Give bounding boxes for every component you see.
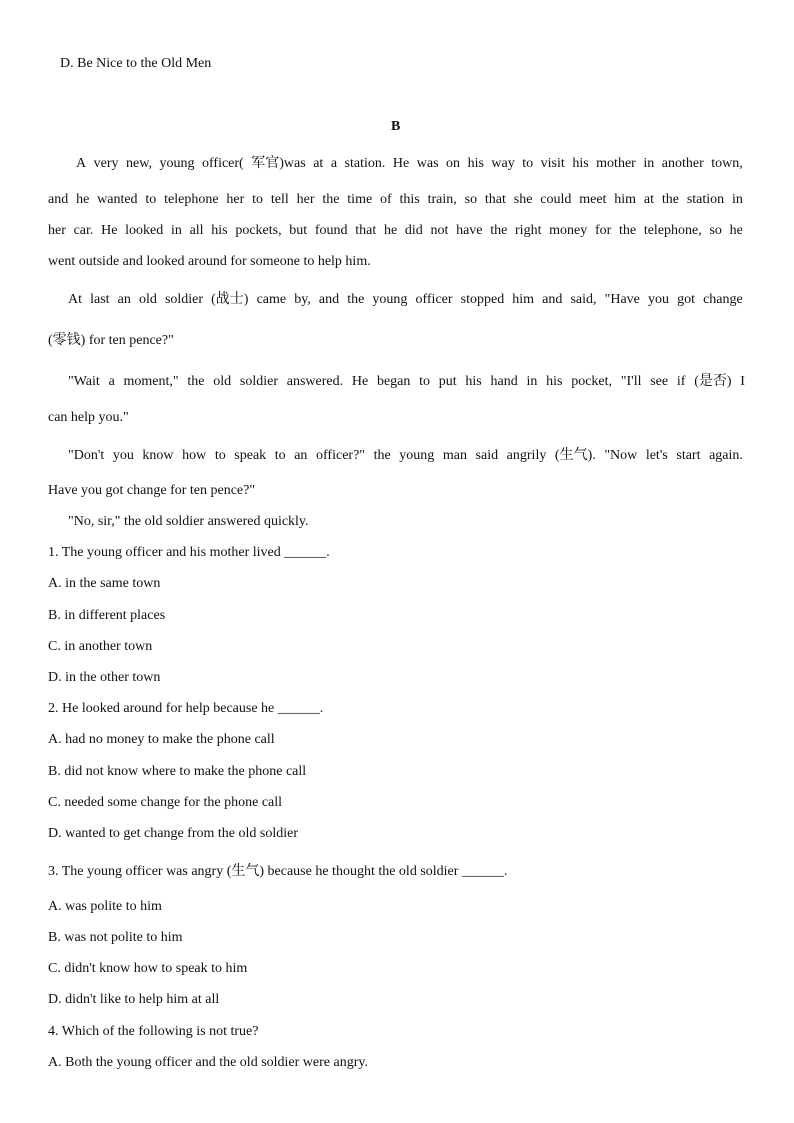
word: if bbox=[676, 374, 686, 389]
word: (是否) bbox=[694, 374, 732, 389]
word: let's bbox=[645, 448, 668, 463]
word: the bbox=[373, 448, 391, 463]
word: to bbox=[252, 192, 264, 207]
word: officer?" bbox=[316, 448, 365, 463]
word: his bbox=[211, 223, 228, 238]
word: his bbox=[546, 374, 563, 389]
word: "Now bbox=[604, 448, 638, 463]
word: time bbox=[347, 192, 373, 207]
word: you bbox=[112, 448, 134, 463]
word: looked bbox=[125, 223, 164, 238]
answer-option: D. in the other town bbox=[48, 670, 161, 685]
word: in bbox=[170, 223, 182, 238]
answer-option: A. was polite to him bbox=[48, 899, 162, 914]
word: his bbox=[572, 156, 589, 171]
word: and bbox=[318, 292, 340, 307]
word: wanted bbox=[97, 192, 138, 207]
word: to bbox=[274, 448, 286, 463]
word: got bbox=[677, 292, 695, 307]
word: At bbox=[68, 292, 82, 307]
answer-option: D. didn't like to help him at all bbox=[48, 992, 220, 1007]
word: "Don't bbox=[68, 448, 105, 463]
answer-option: D. wanted to get change from the old soldier bbox=[48, 826, 298, 841]
word: right bbox=[515, 223, 542, 238]
word: but bbox=[289, 223, 308, 238]
answer-option: C. in another town bbox=[48, 639, 153, 654]
word: officer bbox=[415, 292, 453, 307]
word: way bbox=[491, 156, 515, 171]
word: He bbox=[392, 156, 410, 171]
answer-option: A. in the same town bbox=[48, 576, 161, 591]
word: by, bbox=[294, 292, 311, 307]
word: his bbox=[465, 374, 482, 389]
word: pockets, bbox=[235, 223, 282, 238]
word: put bbox=[438, 374, 457, 389]
answer-option: C. needed some change for the phone call bbox=[48, 795, 283, 810]
word: start bbox=[676, 448, 701, 463]
word: you bbox=[648, 292, 669, 307]
question-stem: 4. Which of the following is not true? bbox=[48, 1024, 259, 1039]
passage-line bbox=[68, 292, 743, 308]
word: to bbox=[522, 156, 534, 171]
word: "Have bbox=[604, 292, 640, 307]
word: I bbox=[740, 374, 745, 389]
word: this bbox=[399, 192, 420, 207]
word: the bbox=[322, 192, 340, 207]
answer-option: B. was not polite to him bbox=[48, 930, 183, 945]
word: to bbox=[214, 448, 226, 463]
answer-option: A. had no money to make the phone call bbox=[48, 732, 275, 747]
word: a bbox=[330, 156, 338, 171]
word: (生气). bbox=[554, 448, 596, 463]
word: that bbox=[484, 192, 506, 207]
word: change bbox=[703, 292, 743, 307]
word: very bbox=[93, 156, 119, 171]
word: so bbox=[464, 192, 478, 207]
word: her bbox=[48, 223, 66, 238]
word: to bbox=[145, 192, 157, 207]
word: new, bbox=[126, 156, 152, 171]
word: he bbox=[383, 223, 398, 238]
word: another bbox=[661, 156, 704, 171]
word: know bbox=[142, 448, 174, 463]
word: he bbox=[76, 192, 90, 207]
word: he bbox=[729, 223, 743, 238]
answer-option: B. in different places bbox=[48, 608, 166, 623]
passage-line bbox=[68, 448, 743, 464]
word: was bbox=[416, 156, 439, 171]
word: said, bbox=[570, 292, 597, 307]
answer-option: A. Both the young officer and the old soldier were angry. bbox=[48, 1055, 368, 1070]
word: how bbox=[182, 448, 207, 463]
word: old bbox=[138, 292, 157, 307]
word: speak bbox=[234, 448, 267, 463]
word: train, bbox=[427, 192, 457, 207]
word: town, bbox=[711, 156, 743, 171]
word: not bbox=[430, 223, 449, 238]
word: car. bbox=[73, 223, 94, 238]
question-stem: 1. The young officer and his mother lived ______. bbox=[48, 545, 330, 560]
word: (战士) bbox=[211, 292, 249, 307]
passage-paragraph-5: "No, sir," the old soldier answered quickly. bbox=[68, 514, 309, 529]
passage-line bbox=[68, 374, 745, 390]
word: mother bbox=[596, 156, 636, 171]
word: she bbox=[513, 192, 533, 207]
word: in bbox=[732, 192, 743, 207]
answer-option: C. didn't know how to speak to him bbox=[48, 961, 248, 976]
word: hand bbox=[490, 374, 518, 389]
word: see bbox=[650, 374, 669, 389]
word: an bbox=[117, 292, 131, 307]
question-stem: 3. The young officer was angry (生气) because he thought the old soldier ______. bbox=[48, 864, 508, 879]
word: that bbox=[355, 223, 377, 238]
word: He bbox=[101, 223, 118, 238]
word: answered. bbox=[286, 374, 344, 389]
word: and bbox=[48, 192, 69, 207]
word: at bbox=[313, 156, 324, 171]
word: telephone bbox=[164, 192, 219, 207]
word: young bbox=[159, 156, 195, 171]
word: for bbox=[594, 223, 612, 238]
word: have bbox=[456, 223, 483, 238]
question-stem: 2. He looked around for help because he ______. bbox=[48, 701, 324, 716]
word: He bbox=[351, 374, 369, 389]
word: young bbox=[399, 448, 435, 463]
passage-line bbox=[48, 223, 743, 239]
word: to bbox=[419, 374, 431, 389]
word: did bbox=[404, 223, 423, 238]
word: her bbox=[226, 192, 245, 207]
word: her bbox=[296, 192, 315, 207]
word: "I'll bbox=[620, 374, 642, 389]
word: in bbox=[643, 156, 655, 171]
word: came bbox=[256, 292, 287, 307]
word: moment," bbox=[123, 374, 179, 389]
word: him bbox=[512, 292, 535, 307]
word: 军官)was bbox=[251, 156, 306, 171]
word: visit bbox=[540, 156, 565, 171]
word: all bbox=[189, 223, 204, 238]
word: found bbox=[314, 223, 348, 238]
passage-line bbox=[76, 156, 743, 172]
word: last bbox=[90, 292, 110, 307]
word: young bbox=[372, 292, 408, 307]
word: the bbox=[661, 192, 679, 207]
word: him bbox=[614, 192, 637, 207]
word: "Wait bbox=[68, 374, 100, 389]
word: A bbox=[76, 156, 87, 171]
previous-question-option-d: D. Be Nice to the Old Men bbox=[60, 56, 212, 71]
word: at bbox=[643, 192, 655, 207]
word: so bbox=[709, 223, 722, 238]
word: a bbox=[108, 374, 115, 389]
word: telephone, bbox=[643, 223, 702, 238]
word: could bbox=[540, 192, 572, 207]
passage-line: went outside and looked around for someone to help him. bbox=[48, 254, 371, 269]
passage-line: can help you." bbox=[48, 410, 129, 425]
word: the bbox=[187, 374, 205, 389]
word: soldier bbox=[239, 374, 278, 389]
passage-line bbox=[48, 192, 743, 208]
word: began bbox=[376, 374, 411, 389]
word: tell bbox=[270, 192, 289, 207]
word: money bbox=[549, 223, 588, 238]
word: and bbox=[542, 292, 563, 307]
word: stopped bbox=[460, 292, 505, 307]
word: the bbox=[619, 223, 637, 238]
word: said bbox=[475, 448, 499, 463]
word: the bbox=[490, 223, 508, 238]
word: soldier bbox=[164, 292, 204, 307]
word: an bbox=[294, 448, 308, 463]
word: station bbox=[686, 192, 725, 207]
word: officer( bbox=[202, 156, 244, 171]
word: the bbox=[347, 292, 365, 307]
section-title: B bbox=[391, 119, 401, 134]
word: station. bbox=[344, 156, 386, 171]
passage-line: Have you got change for ten pence?" bbox=[48, 483, 256, 498]
word: pocket, bbox=[571, 374, 613, 389]
answer-option: B. did not know where to make the phone call bbox=[48, 764, 307, 779]
word: of bbox=[380, 192, 392, 207]
word: old bbox=[213, 374, 232, 389]
word: angrily bbox=[506, 448, 547, 463]
word: meet bbox=[579, 192, 607, 207]
word: on bbox=[446, 156, 461, 171]
word: again. bbox=[709, 448, 743, 463]
word: in bbox=[526, 374, 538, 389]
word: man bbox=[442, 448, 467, 463]
passage-line: (零钱) for ten pence?" bbox=[48, 333, 174, 348]
word: his bbox=[467, 156, 484, 171]
